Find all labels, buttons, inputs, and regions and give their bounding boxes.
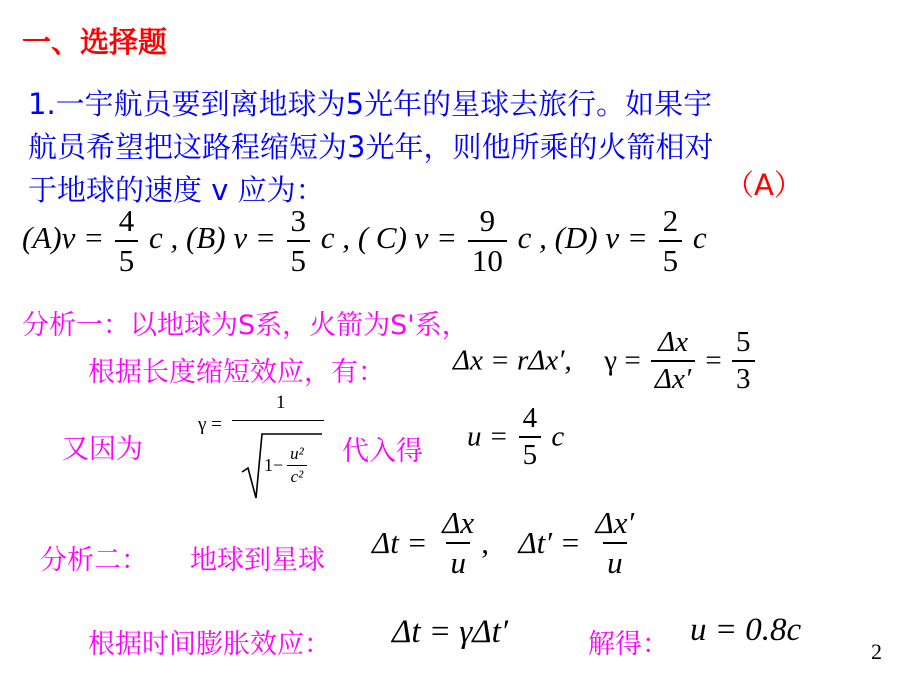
option-c-den: 10 xyxy=(468,240,507,279)
analysis-one-line2 xyxy=(88,350,385,389)
option-d xyxy=(554,203,707,278)
earth-to-star-text: 地球到星球 xyxy=(190,545,325,576)
gamma-def-num: 1 xyxy=(276,392,286,413)
question-line-1: 1.一宇航员要到离地球为5光年的星球去旅行。如果宇 xyxy=(28,87,713,121)
section-heading: 一、选择题 xyxy=(22,25,168,59)
inner-num: u² xyxy=(290,444,304,463)
gamma-def-bar xyxy=(232,420,324,421)
option-d-num: 2 xyxy=(662,203,679,238)
question-line-2: 航员希望把这路程缩短为3光年，则他所乘的火箭相对 xyxy=(28,130,714,164)
eq1-num: Δx xyxy=(442,505,475,540)
option-c-num: 9 xyxy=(479,203,496,238)
option-b-label: (B) v = xyxy=(186,220,276,256)
eq2-lhs: Δt′ = xyxy=(518,525,581,560)
option-d-label: (D) v = xyxy=(554,220,648,256)
option-a-num: 4 xyxy=(118,203,135,238)
gamma-ratio-den: Δx′ xyxy=(651,360,695,396)
option-c-tail: c , xyxy=(517,220,547,256)
length-contraction-text: 根据长度缩短效应，有： xyxy=(88,357,385,388)
option-b-num: 3 xyxy=(290,203,307,238)
u-result-lhs: u = xyxy=(467,420,509,453)
eq2-den: u xyxy=(603,542,627,581)
u-result-den: 5 xyxy=(519,436,542,472)
eq1-lhs: Δt = xyxy=(372,525,428,560)
option-c xyxy=(357,203,555,278)
u-result-eq xyxy=(467,402,564,472)
option-d-tail: c xyxy=(692,220,707,256)
gamma-value-den: 3 xyxy=(732,360,755,396)
answer-label: （A） xyxy=(725,168,803,202)
u-result-num: 4 xyxy=(522,402,538,434)
inner-den: c² xyxy=(287,465,308,487)
solve-eq: u = 0.8c xyxy=(690,612,802,648)
option-b xyxy=(186,203,358,278)
length-contraction-eq: Δx = rΔx′, γ = $\frac{\Delta x}{\Delta x'}$ = $\frac{5}{3}$ xyxy=(453,326,758,396)
gamma-def-inner: 1− $\frac{\text{u²}}{\text{c²}}$ xyxy=(264,444,311,487)
substitute-text: 代入得 xyxy=(342,436,423,467)
option-b-tail: c , xyxy=(320,220,351,256)
option-a-tail: c , xyxy=(149,220,179,256)
gamma-def-lhs: γ = xyxy=(198,414,222,435)
length-eq-text: Δx = rΔx′, xyxy=(453,344,572,377)
option-a xyxy=(22,203,186,278)
option-d-den: 5 xyxy=(659,240,683,279)
option-a-label: (A)v = xyxy=(22,220,105,256)
options-row xyxy=(22,203,707,279)
option-b-den: 5 xyxy=(287,240,311,279)
time-eqs: Δt = $\frac{\Delta x}{u}$ , Δt′ = $\frac{\Delta x'}{u}$ xyxy=(372,505,641,581)
time-dilation-eq: Δt = γΔt′ xyxy=(392,614,509,650)
question-line-3: 于地球的速度 v 应为： xyxy=(28,173,325,207)
eq2-num: Δx′ xyxy=(595,505,635,540)
gamma-ratio-num: Δx xyxy=(658,326,688,358)
gamma-value-num: 5 xyxy=(736,326,751,358)
analysis-one-title: 分析一：以地球为S系，火箭为S'系， xyxy=(22,310,469,341)
option-a-den: 5 xyxy=(115,240,139,279)
option-c-label: ( C) v = xyxy=(357,220,458,256)
because-text: 又因为 xyxy=(62,434,143,465)
page-number: 2 xyxy=(871,639,882,664)
u-result-tail: c xyxy=(551,420,565,453)
solve-text: 解得： xyxy=(588,629,669,660)
gamma-symbol: γ xyxy=(604,344,618,377)
eq1-den: u xyxy=(446,542,470,581)
time-dilation-text: 根据时间膨胀效应： xyxy=(88,629,331,660)
inner-one: 1 xyxy=(264,455,273,475)
analysis-two-title: 分析二： xyxy=(40,545,148,576)
